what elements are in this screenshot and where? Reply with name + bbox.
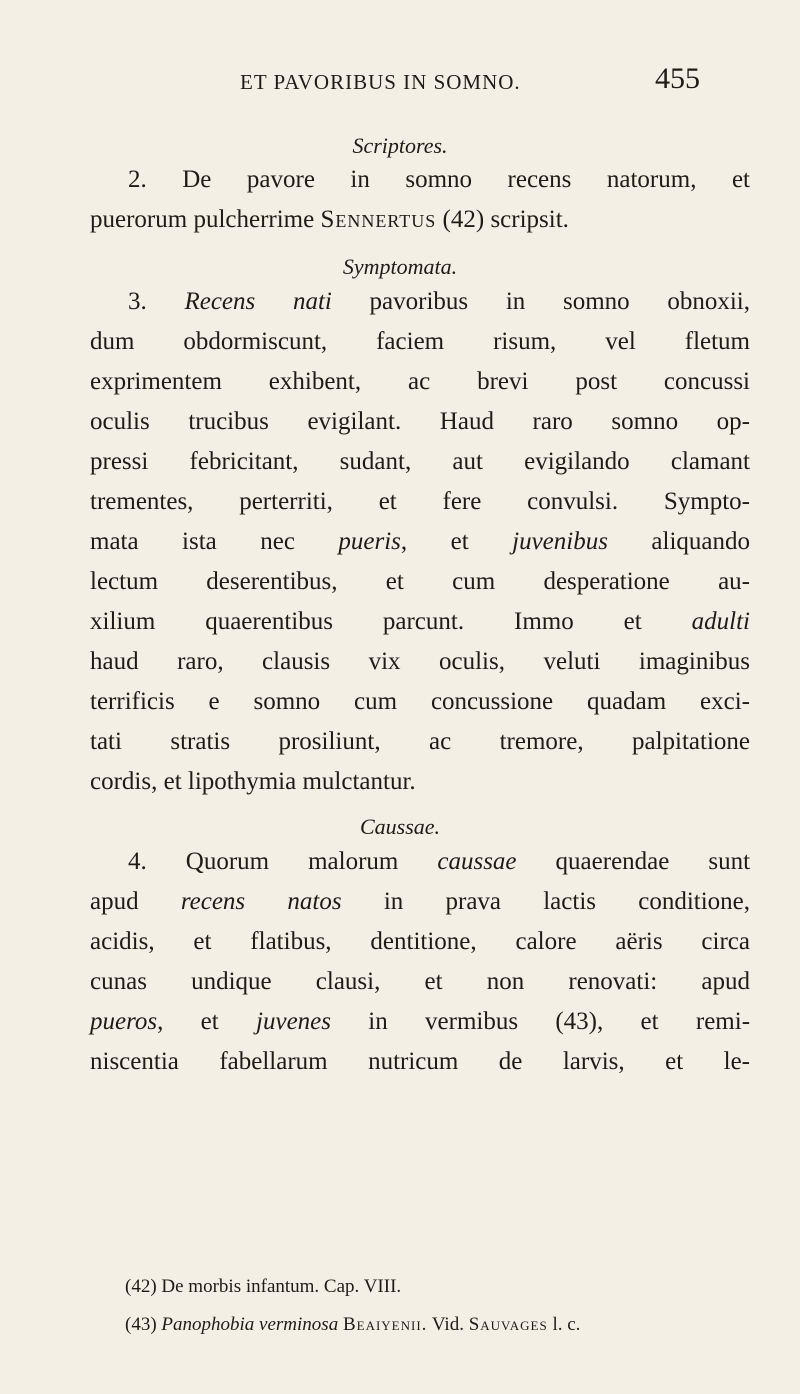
paragraph-line [90,282,750,322]
italic-term: pueris [338,528,401,555]
italic-term: Recens nati [184,288,332,315]
paragraph-number: 4. [128,848,147,875]
text-segment: in vermibus (43), et remi- [368,1008,751,1035]
text-segment: De pavore in somno recens natorum, et [182,166,750,193]
italic-term: recens natos [180,888,342,915]
paragraph-line [90,1002,750,1042]
paragraph-line: pressi febricitant, sudant, aut evigilando clamant [90,448,750,475]
paragraph-line: dum obdormiscunt, faciem risum, vel fletum [90,328,750,355]
paragraph-line: cunas undique clausi, et non renovati: apud [90,968,750,995]
paragraph-3 [90,282,750,802]
text-segment: pavoribus in somno obnoxii, [369,288,751,315]
text-segment: puerorum pulcherrime [90,206,315,233]
author-name: Sennertus [320,206,437,233]
italic-term: juvenibus [512,528,608,555]
text-segment: apud [90,888,139,915]
author-name: Sauvages [468,1314,548,1335]
paragraph-line [90,200,750,240]
footnote-42: (42) De morbis infantum. Cap. VIII. [125,1276,402,1297]
page-number: 455 [655,62,700,95]
text-segment: in prava lactis conditione, [383,888,751,915]
paragraph-line [90,160,750,200]
paragraph-line: terrificis e somno cum concussione quadam exci- [90,688,750,715]
text-segment: quaerendae sunt [555,848,751,875]
paragraph-4 [90,842,750,1082]
text-segment: (42) scripsit. [442,206,569,233]
text-segment: l. c. [552,1314,581,1335]
text-segment: (43) [125,1314,157,1335]
italic-term: adulti [691,608,750,635]
paragraph-line: niscentia fabellarum nutricum de larvis, et le- [90,1048,750,1075]
author-name: Beaiyenii. [342,1314,428,1335]
paragraph-line: haud raro, clausis vix oculis, veluti imaginibus [90,648,750,675]
paragraph-line: lectum deserentibus, et cum desperatione au- [90,568,750,595]
paragraph-line: trementes, perterriti, et fere convulsi. Sympto- [90,488,750,515]
paragraph-line: oculis trucibus evigilant. Haud raro somno op- [90,408,750,435]
paragraph-number: 3. [128,288,147,315]
paragraph-line [90,522,750,562]
paragraph-2 [90,160,750,240]
footnote-43 [125,1306,745,1344]
paragraph-line: acidis, et flatibus, dentitione, calore aëris circa [90,928,750,955]
text-segment: aliquando [651,528,751,555]
italic-term: juvenes [256,1008,331,1035]
text-segment: Vid. [431,1314,464,1335]
paragraph-line: exprimentem exhibent, ac brevi post concussi [90,368,750,395]
running-title: ET PAVORIBUS IN SOMNO. [240,70,521,94]
text-segment: Quorum malorum [185,848,399,875]
paragraph-number: 2. [128,166,147,193]
text-segment: xilium quaerentibus parcunt. Immo et [90,608,642,635]
paragraph-line [90,882,750,922]
footnotes [125,1268,745,1344]
heading-scriptores: Scriptores. [352,133,448,158]
italic-term: pueros [90,1008,158,1035]
text-segment: mata ista nec [90,528,295,555]
paragraph-line [90,602,750,642]
paragraph-line: tati stratis prosiliunt, ac tremore, palpitatione [90,728,750,755]
heading-caussae: Caussae. [359,814,441,839]
text-segment: , et [400,528,469,555]
italic-term: Panophobia verminosa [161,1314,339,1335]
text-segment: , et [157,1008,219,1035]
heading-symptomata: Symptomata. [342,254,458,279]
italic-term: caussae [437,848,517,875]
paragraph-line: cordis, et lipothymia mulctantur. [90,768,416,795]
paragraph-line [90,842,750,882]
